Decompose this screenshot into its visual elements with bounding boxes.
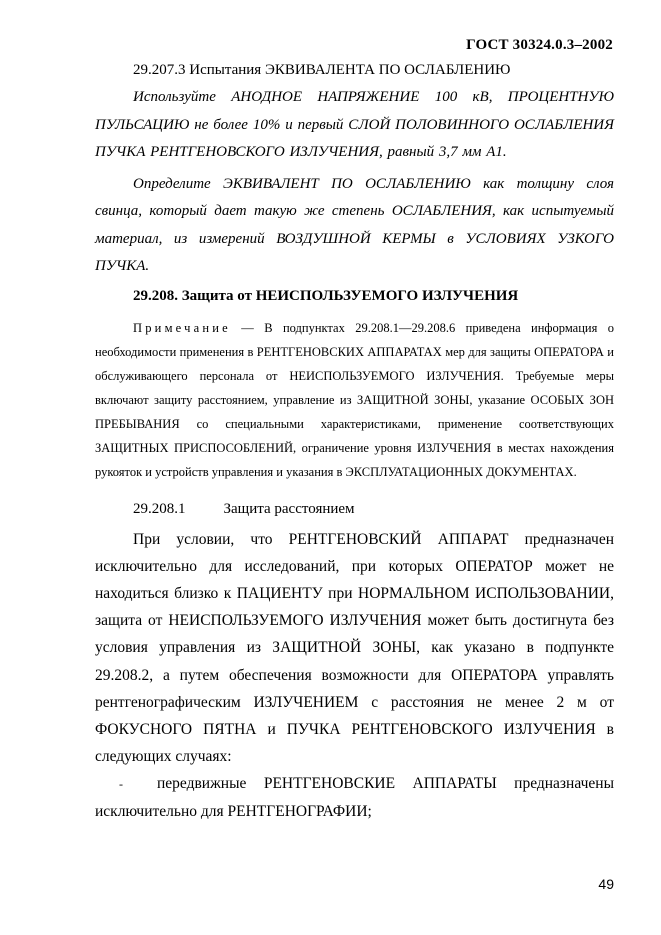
section-29-208-1-paragraph: При условии, что РЕНТГЕНОВСКИЙ АППАРАТ предназначен исключительно для исследований, при которых ОПЕРАТОР может не находиться близко к ПАЦИЕНТУ при НОРМАЛЬНОМ ИСПОЛЬЗОВАНИИ, защита от НЕИСПОЛЬЗУЕМОГО ИЗЛУЧЕНИЯ может быть достигнута без условия управления из ЗАЩИТНОЙ ЗОНЫ, как указано в подпункте 29.208.2, а путем обеспечения возможности для ОПЕРАТОРА управлять рентгенографическим ИЗЛУЧЕНИЕМ с расстояния не менее 2 м от ФОКУСНОГО ПЯТНА и ПУЧКА РЕНТГЕНОВСКОГО ИЗЛУЧЕНИЯ в следующих случаях: bbox=[95, 530, 614, 766]
page-number: 49 bbox=[598, 876, 614, 892]
note-text: — В подпунктах 29.208.1—29.208.6 приведена информация о необходимости применения в РЕНТГЕНОВСКИХ АППАРАТАХ мер для защиты ОПЕРАТОРА и обслуживающего персонала от НЕИСПОЛЬЗУЕМОГО ИЗЛУЧЕНИЯ. Требуемые меры включают защиту расстоянием, управление из ЗАЩИТНОЙ ЗОНЫ, указание ОСОБЫХ ЗОН ПРЕБЫВАНИЯ со специальными характеристиками, применение соответствующих ЗАЩИТНЫХ ПРИСПОСОБЛЕНИЙ, ограничение уровня ИЗЛУЧЕНИЯ в местах нахождения рукояток и устройств управления и указания в ЭКСПЛУАТАЦИОННЫХ ДОКУМЕНТАХ. bbox=[95, 320, 614, 479]
section-29-208-heading: 29.208. Защита от НЕИСПОЛЬЗУЕМОГО ИЗЛУЧЕНИЯ bbox=[133, 287, 519, 304]
list-dash: - bbox=[119, 777, 123, 792]
document-code-header: ГОСТ 30324.0.3–2002 bbox=[466, 37, 613, 53]
section-29-207-3-title: 29.207.3 Испытания ЭКВИВАЛЕНТА ПО ОСЛАБЛЕНИЮ bbox=[133, 62, 511, 78]
section-29-207-3-paragraph-2: Определите ЭКВИВАЛЕНТ ПО ОСЛАБЛЕНИЮ как толщину слоя свинца, который дает такую же степень ОСЛАБЛЕНИЯ, как испытуемый материал, из измерений ВОЗДУШНОЙ КЕРМЫ в УСЛОВИЯХ УЗКОГО ПУЧКА. bbox=[95, 175, 614, 274]
list-item bbox=[95, 770, 614, 825]
section-29-207-3-paragraph-1: Используйте АНОДНОЕ НАПРЯЖЕНИЕ 100 кВ, ПРОЦЕНТНУЮ ПУЛЬСАЦИЮ не более 10% и первый СЛОЙ ПОЛОВИННОГО ОСЛАБЛЕНИЯ ПУЧКА РЕНТГЕНОВСКОГО ИЗЛУЧЕНИЯ, равный 3,7 мм А1. bbox=[95, 89, 614, 160]
page-content bbox=[95, 57, 614, 825]
section-29-208-1-heading bbox=[95, 496, 614, 523]
note-label: Примечание bbox=[133, 320, 231, 335]
subsection-title: Защита расстоянием bbox=[223, 500, 355, 517]
list-item-text: передвижные РЕНТГЕНОВСКИЕ АППАРАТЫ предназначены исключительно для РЕНТГЕНОГРАФИИ; bbox=[95, 775, 614, 821]
subsection-number: 29.208.1 bbox=[133, 500, 186, 517]
section-29-208-note bbox=[95, 316, 614, 484]
